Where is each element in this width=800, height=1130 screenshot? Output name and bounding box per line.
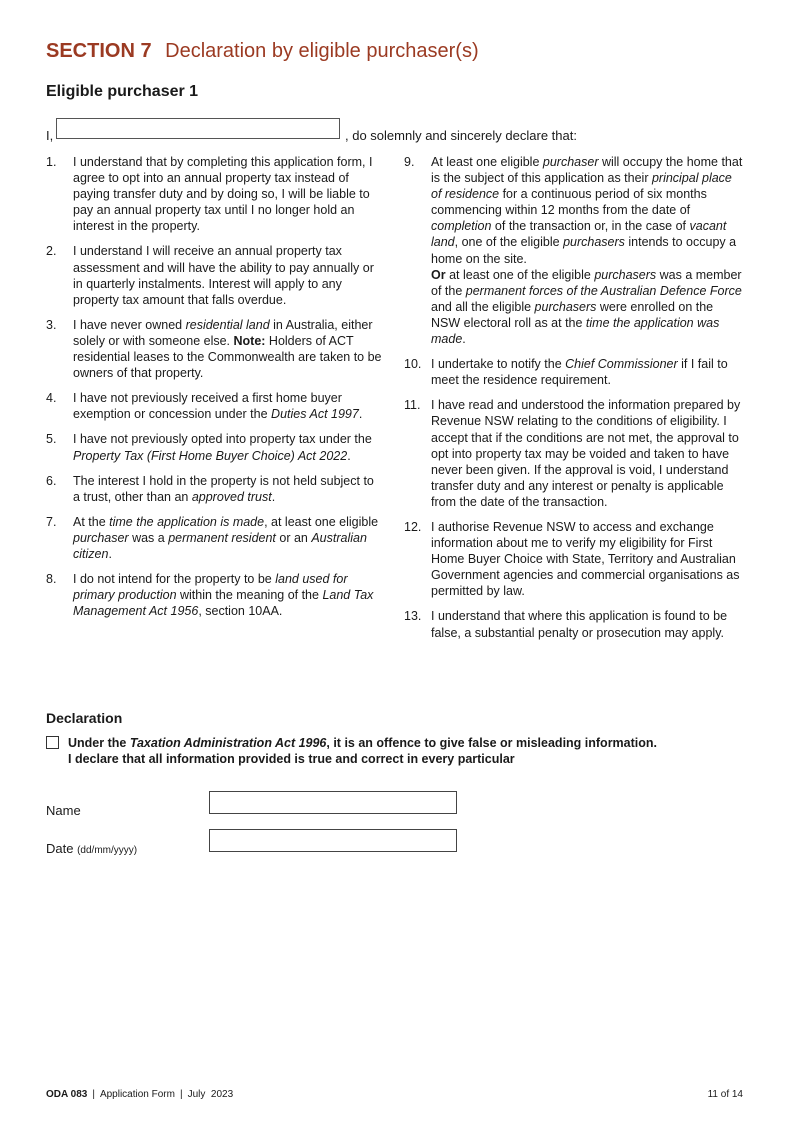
footer-separator: | (179, 1089, 183, 1100)
item-number: 6. (46, 473, 57, 488)
right-declaration-list (404, 154, 744, 650)
section-heading (46, 40, 479, 63)
item-number: 5. (46, 432, 57, 447)
declaration-item (404, 397, 744, 510)
declaration-item (404, 154, 744, 347)
declaration-checkbox[interactable] (46, 736, 59, 749)
declaration-item (46, 514, 382, 562)
date-input[interactable] (209, 829, 457, 852)
item-number: 8. (46, 572, 57, 587)
left-declaration-list (46, 154, 382, 628)
item-text: I understand that where this application is found to be false, a substantial penalty or prosecution may apply. (431, 609, 728, 640)
footer (46, 1089, 233, 1100)
declaration-item (404, 519, 744, 599)
declaration-item (404, 608, 744, 640)
declaration-item (46, 154, 382, 234)
item-text: I have read and understood the information prepared by Revenue NSW relating to the conditions of eligibility. I accept that if the conditions are not met, the approval to opt into property tax may be voided and taken to have never been given. If the approval is void, I understand transfer duty and any interest or penalty is applicable from the date of the transaction. (431, 398, 741, 509)
declaration-prefix: I, (46, 128, 54, 143)
item-text: I understand that by completing this application form, I agree to opt into an annual property tax instead of paying transfer duty and by doing so, I will be liable to pay an annual property tax until I no longer hold an interest in the property. (73, 155, 373, 234)
item-text: At least one eligible purchaser will occupy the home that is the subject of this application as their principal place of residence for a continuous period of six months commencing within 12 months from the date of completion of the transaction or, in the case of vacant land, one of the eligible purchasers intends to occupy a home on the site. Or at least one of the eligible purchasers was a member of the permanent forces of the Australian Defence Force and all the eligible purchasers were enrolled on the NSW electoral roll as at the time the application was made. (431, 155, 743, 347)
date-label-text: Date (46, 841, 74, 856)
item-number: 1. (46, 155, 57, 169)
item-number: 11. (404, 398, 421, 413)
item-number: 9. (404, 155, 415, 169)
name-label-text: Name (46, 803, 81, 818)
doc-date: July 2023 (187, 1089, 234, 1100)
declaration-statement: Under the Taxation Administration Act 1996, it is an offence to give false or misleading information. I declare that all information provided is true and correct in every particular (68, 736, 658, 766)
item-text: I understand I will receive an annual property tax assessment and will have the ability to pay annually or in quarterly instalments. Interest will apply to any property tax amount that falls overdue. (73, 244, 374, 307)
declaration-item (404, 356, 744, 388)
item-text: I have not previously opted into property tax under the Property Tax (First Home Buyer Choice) Act 2022. (73, 432, 372, 463)
declaration-item (46, 473, 382, 505)
item-text: I authorise Revenue NSW to access and exchange information about me to verify my eligibility for First Home Buyer Choice with State, Territory and Australian Government agencies and commercial organisations as permitted by law. (431, 519, 740, 599)
item-number: 3. (46, 317, 57, 332)
item-number: 10. (404, 357, 422, 372)
purchaser-name-field[interactable] (56, 118, 340, 139)
item-text: I do not intend for the property to be land used for primary production within the meaning of the Land Tax Management Act 1956, section 10AA. (73, 572, 374, 619)
purchaser-heading: Eligible purchaser 1 (46, 83, 199, 100)
section-number: SECTION 7 (46, 40, 152, 62)
item-text: At the time the application is made, at least one eligible purchaser was a permanent resident or an Australian citizen. (73, 514, 379, 561)
name-label (46, 803, 81, 818)
declaration-checkbox-row (46, 735, 657, 767)
item-number: 2. (46, 244, 57, 259)
declaration-item (46, 571, 382, 619)
declaration-suffix: , do solemnly and sincerely declare that: (345, 128, 577, 143)
name-input[interactable] (209, 791, 457, 814)
item-number: 13. (404, 609, 422, 624)
item-text: I undertake to notify the Chief Commissioner if I fail to meet the residence requirement. (431, 357, 728, 388)
item-number: 7. (46, 514, 57, 529)
doc-type: Application Form (99, 1089, 175, 1100)
section-title: Declaration by eligible purchaser(s) (165, 40, 479, 62)
item-text: I have not previously received a first home buyer exemption or concession under the Duties Act 1997. (73, 391, 363, 422)
date-label (46, 841, 137, 856)
form-code: ODA 083 (46, 1089, 88, 1100)
declaration-item (46, 390, 382, 422)
declaration-item (46, 243, 382, 307)
item-text: The interest I hold in the property is not held subject to a trust, other than an approved trust. (73, 473, 374, 504)
item-number: 12. (404, 519, 422, 534)
date-format-hint: (dd/mm/yyyy) (77, 845, 138, 856)
page-number: 11 of 14 (707, 1089, 743, 1100)
declaration-line (46, 117, 756, 143)
declaration-item (46, 431, 382, 463)
declaration-heading: Declaration (46, 710, 123, 726)
item-text: I have never owned residential land in Australia, either solely or with someone else. Note: Holders of ACT residential leases to the Commonwealth are taken to be owners of that property. (73, 317, 382, 381)
footer-separator: | (92, 1089, 95, 1100)
declaration-item (46, 317, 382, 381)
item-number: 4. (46, 391, 57, 406)
